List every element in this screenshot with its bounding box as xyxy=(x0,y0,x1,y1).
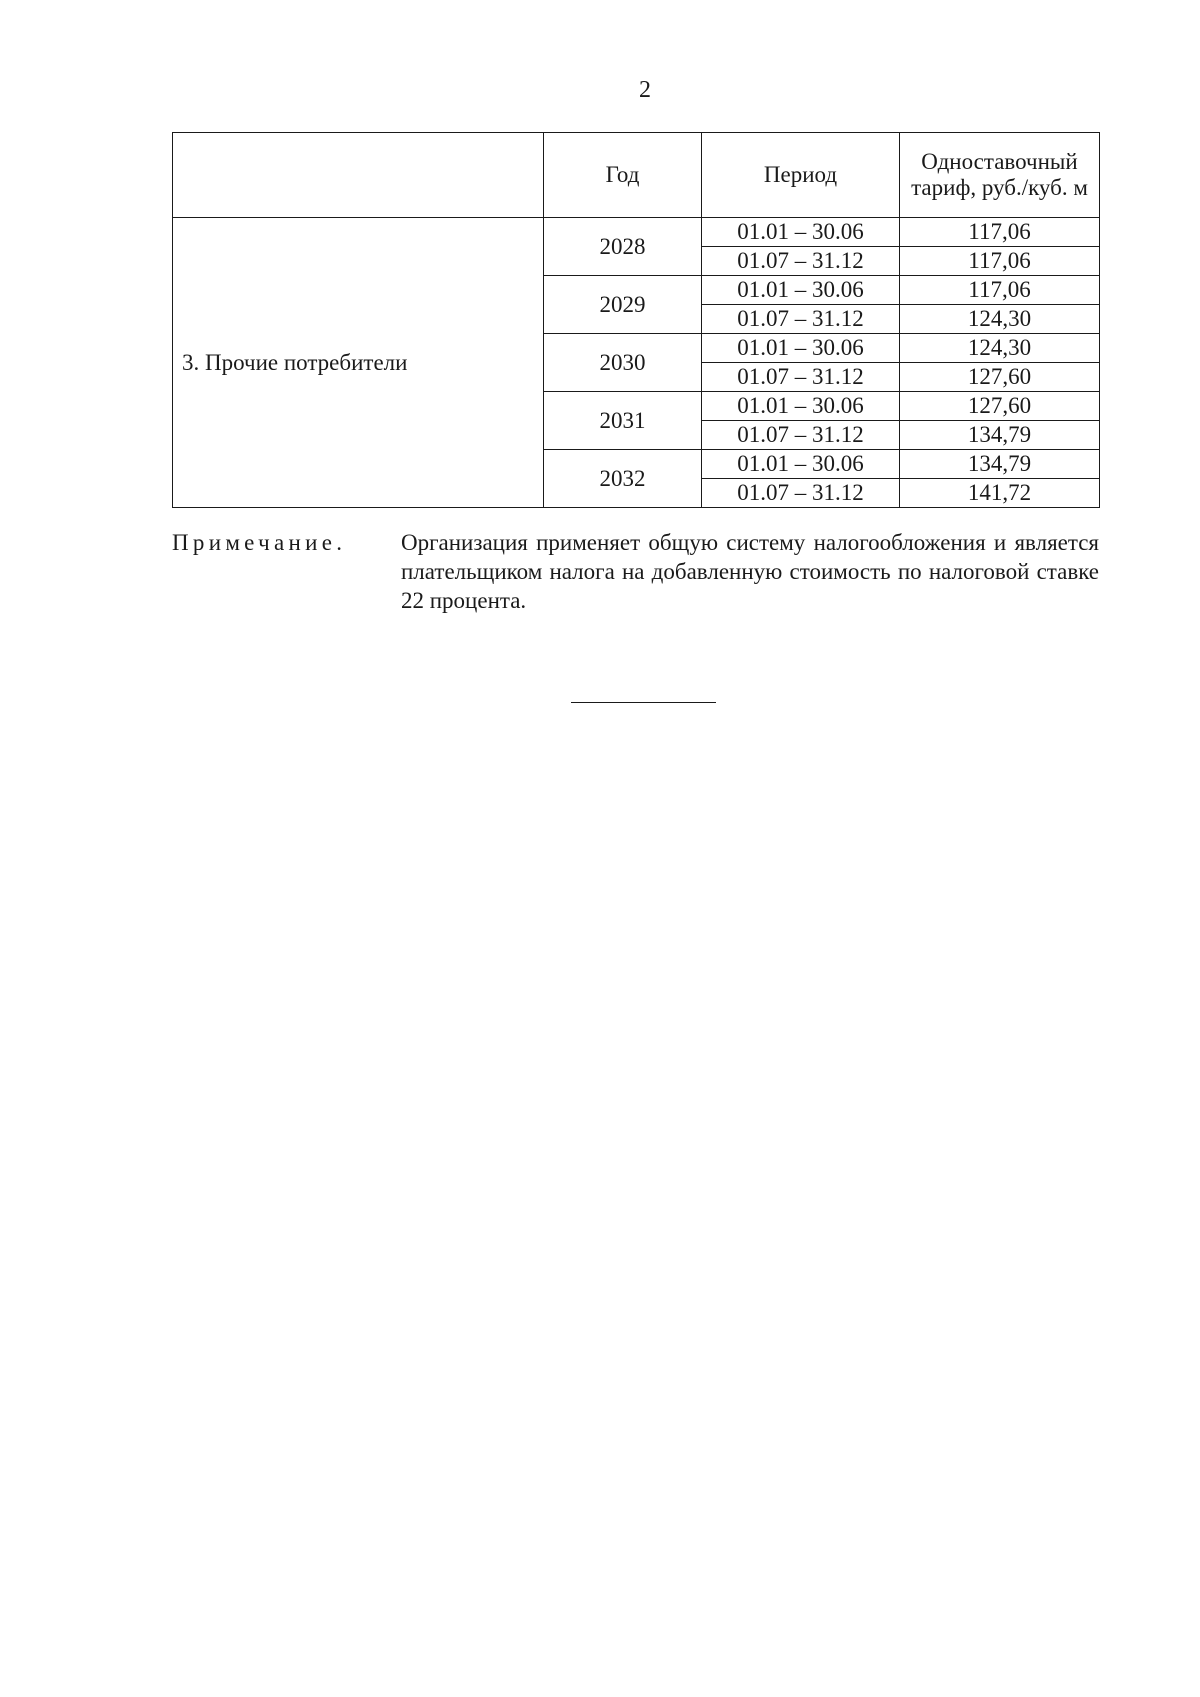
period-cell: 01.01 – 30.06 xyxy=(702,392,900,421)
period-cell: 01.07 – 31.12 xyxy=(702,247,900,276)
header-group xyxy=(173,133,544,218)
header-period: Период xyxy=(702,133,900,218)
year-cell: 2031 xyxy=(544,392,702,450)
tariff-cell: 134,79 xyxy=(900,421,1100,450)
year-cell: 2032 xyxy=(544,450,702,508)
tariff-cell: 141,72 xyxy=(900,479,1100,508)
year-cell: 2030 xyxy=(544,334,702,392)
period-cell: 01.07 – 31.12 xyxy=(702,479,900,508)
period-cell: 01.07 – 31.12 xyxy=(702,363,900,392)
header-tariff: Одноставочный тариф, руб./куб. м xyxy=(900,133,1100,218)
table-body xyxy=(173,218,1100,508)
tariff-cell: 134,79 xyxy=(900,450,1100,479)
period-cell: 01.07 – 31.12 xyxy=(702,305,900,334)
page-number: 2 xyxy=(639,77,651,103)
table-row xyxy=(173,218,1100,247)
table-header-row xyxy=(173,133,1100,218)
tariff-cell: 124,30 xyxy=(900,334,1100,363)
note-label: Примечание. xyxy=(172,530,347,555)
tariff-cell: 127,60 xyxy=(900,363,1100,392)
tariff-cell: 117,06 xyxy=(900,276,1100,305)
period-cell: 01.07 – 31.12 xyxy=(702,421,900,450)
end-rule xyxy=(571,702,716,703)
consumer-group-cell: 3. Прочие потребители xyxy=(173,218,544,508)
period-cell: 01.01 – 30.06 xyxy=(702,276,900,305)
period-cell: 01.01 – 30.06 xyxy=(702,334,900,363)
tariff-cell: 124,30 xyxy=(900,305,1100,334)
note-text: Организация применяет общую систему налогообложения и является плательщиком налога на добавленную стоимость по налоговой ставке 22 процента. xyxy=(401,530,1099,613)
header-year: Год xyxy=(544,133,702,218)
tariff-cell: 127,60 xyxy=(900,392,1100,421)
tariff-cell: 117,06 xyxy=(900,247,1100,276)
year-cell: 2028 xyxy=(544,218,702,276)
period-cell: 01.01 – 30.06 xyxy=(702,450,900,479)
tariff-table xyxy=(172,132,1100,508)
period-cell: 01.01 – 30.06 xyxy=(702,218,900,247)
year-cell: 2029 xyxy=(544,276,702,334)
tariff-cell: 117,06 xyxy=(900,218,1100,247)
